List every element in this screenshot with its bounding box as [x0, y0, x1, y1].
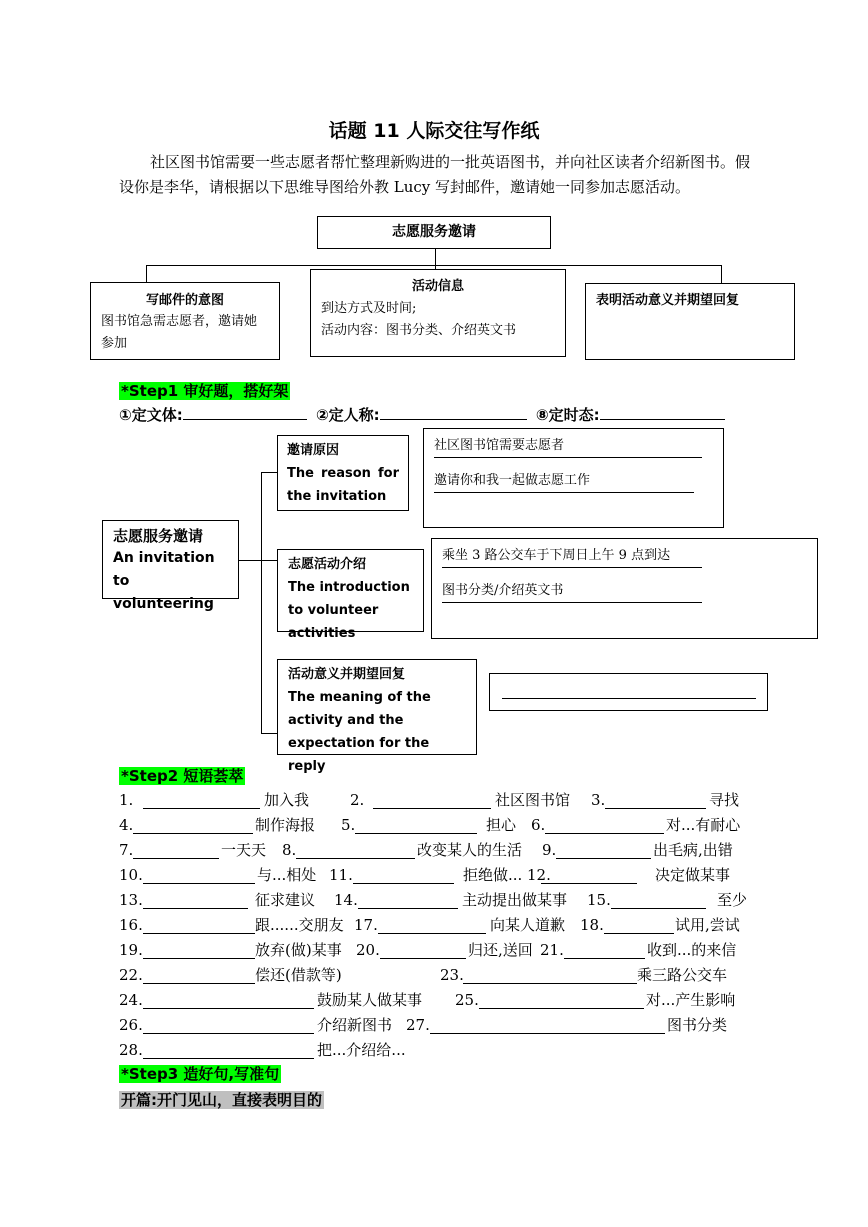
phrase-blank[interactable] [463, 967, 637, 984]
phrase-meaning: 对...产生影响 [646, 991, 736, 1009]
phrase-number: 28. [119, 1041, 143, 1059]
connector [721, 265, 722, 284]
answer-meaning-box [489, 673, 768, 711]
phrase-meaning: 出毛病,出错 [653, 841, 733, 859]
phrase-number: 11. [329, 866, 353, 884]
intro-text: 社区图书馆需要一些志愿者帮忙整理新购进的一批英语图书，并向社区读者介绍新图书。假设你是李华，请根据以下思维导图给外教 Lucy 写封邮件，邀请她一同参加志愿活动。 [119, 153, 751, 196]
step1-fields [119, 404, 725, 425]
field-person-label: ②定人称: [315, 406, 380, 424]
center-cn: 志愿服务邀请 [113, 527, 204, 545]
phrase-meaning: 鼓励某人做某事 [317, 991, 423, 1009]
phrase-blank[interactable] [355, 817, 477, 834]
mindmap-right-box [585, 283, 795, 360]
phrase-number: 27. [406, 1016, 430, 1034]
phrase-blank[interactable] [143, 917, 255, 934]
mindmap-middle-line1: 到达方式及时间; [321, 301, 417, 316]
answer-reason-2: 邀请你和我一起做志愿工作 [434, 470, 694, 493]
phrase-meaning: 乘三路公交车 [637, 966, 728, 984]
answer-intro-box [431, 538, 818, 639]
branch-reason-cn: 邀请原因 [287, 443, 340, 458]
branch-reason-box [277, 435, 409, 511]
mindmap-middle-line2: 活动内容：图书分类、介绍英文书 [321, 323, 517, 338]
phrase-meaning: 跟......交朋友 [255, 916, 344, 934]
phrase-blank[interactable] [430, 1017, 665, 1034]
phrase-number: 26. [119, 1016, 143, 1034]
phrase-blank[interactable] [378, 917, 486, 934]
phrase-number: 10. [119, 866, 143, 884]
phrase-meaning: 至少 [717, 891, 748, 909]
field-genre-label: ①定文体: [119, 406, 183, 424]
phrase-blank[interactable] [143, 892, 248, 909]
center-en: An invitation to volunteering [113, 550, 215, 612]
phrase-blank[interactable] [604, 917, 674, 934]
phrase-number: 25. [455, 991, 479, 1009]
branch-meaning-en: The meaning of the activity and the expectation for the reply [288, 690, 431, 774]
connector [261, 733, 277, 734]
phrase-meaning: 寻找 [709, 791, 740, 809]
phrase-blank[interactable] [133, 817, 253, 834]
phrase-number: 24. [119, 991, 143, 1009]
phrase-blank[interactable] [143, 942, 255, 959]
phrase-meaning: 图书分类 [667, 1016, 728, 1034]
phrase-meaning: 放弃(做)某事 [255, 941, 342, 959]
phrase-meaning: 改变某人的生活 [417, 841, 523, 859]
phrase-number: 17. [354, 916, 378, 934]
phrase-number: 5. [341, 816, 356, 834]
page-title: 话题 11 人际交往写作纸 [328, 120, 540, 142]
phrase-meaning: 对...有耐心 [666, 816, 741, 834]
phrase-meaning: 决定做某事 [655, 866, 731, 884]
mindmap-middle-title: 活动信息 [411, 279, 464, 294]
mindmap-root-label: 志愿服务邀请 [392, 224, 476, 240]
field-genre-blank[interactable] [183, 404, 307, 420]
answer-intro-1: 乘坐 3 路公交车于下周日上午 9 点到达 [442, 545, 702, 568]
phrase-number: 22. [119, 966, 143, 984]
phrase-meaning: 征求建议 [255, 891, 316, 909]
mindmap-right-title: 表明活动意义并期望回复 [596, 293, 740, 308]
phrase-number: 20. [356, 941, 380, 959]
field-person-blank[interactable] [380, 404, 527, 420]
branch-intro-en: The introduction to volunteer activities [288, 580, 410, 641]
phrase-meaning: 一天天 [221, 841, 267, 859]
phrase-blank[interactable] [545, 817, 664, 834]
phrase-number: 9. [542, 841, 557, 859]
mindmap-left-box [90, 282, 280, 360]
phrase-meaning: 主动提出做某事 [462, 891, 568, 909]
phrase-blank[interactable] [143, 792, 260, 809]
phrase-blank[interactable] [143, 1017, 314, 1034]
mindmap-root [317, 216, 551, 249]
step3-heading: *Step3 造好句,写准句 [121, 1065, 280, 1083]
phrase-meaning: 制作海报 [255, 816, 316, 834]
phrase-blank[interactable] [296, 842, 415, 859]
connector [146, 265, 722, 266]
phrase-meaning: 归还,送回 [468, 941, 533, 959]
phrase-blank[interactable] [556, 842, 651, 859]
phrase-number: 13. [119, 891, 143, 909]
phrase-number: 14. [334, 891, 358, 909]
phrase-meaning: 担心 [486, 816, 517, 834]
phrase-number: 8. [282, 841, 297, 859]
task-intro [119, 150, 759, 200]
mindmap-middle-box [310, 269, 566, 357]
mindmap-left-body: 图书馆急需志愿者，邀请她参加 [101, 314, 258, 351]
phrase-blank[interactable] [373, 792, 491, 809]
step3-subheading: 开篇:开门见山，直接表明目的 [121, 1091, 322, 1109]
branch-reason-en: The reason for the invitation [287, 466, 399, 504]
phrase-blank[interactable] [541, 867, 637, 884]
field-tense-label: ⑧定时态: [535, 406, 600, 424]
phrase-number: 23. [440, 966, 464, 984]
phrase-blank[interactable] [479, 992, 644, 1009]
phrase-blank[interactable] [143, 967, 255, 984]
phrase-meaning: 把...介绍给... [317, 1041, 406, 1059]
phrase-meaning: 试用,尝试 [675, 916, 740, 934]
connector [261, 472, 262, 734]
phrase-blank[interactable] [605, 792, 706, 809]
phrase-meaning: 介绍新图书 [317, 1016, 393, 1034]
phrase-blank[interactable] [611, 892, 706, 909]
connector [435, 249, 436, 269]
phrase-number: 7. [119, 841, 134, 859]
phrase-blank[interactable] [133, 842, 219, 859]
connector [261, 472, 277, 473]
phrase-number: 6. [531, 816, 546, 834]
answer-reason-1: 社区图书馆需要志愿者 [434, 435, 702, 458]
branch-meaning-cn: 活动意义并期望回复 [288, 667, 406, 682]
branch-intro-cn: 志愿活动介绍 [288, 557, 367, 572]
field-tense-blank[interactable] [600, 404, 725, 420]
phrase-number: 15. [587, 891, 611, 909]
phrase-blank[interactable] [358, 892, 458, 909]
phrase-number: 12. [527, 866, 551, 884]
answer-intro-2: 图书分类/介绍英文书 [442, 580, 702, 603]
answer-meaning-1[interactable] [502, 674, 756, 699]
phrase-blank[interactable] [143, 867, 255, 884]
connector [146, 265, 147, 282]
phrase-meaning: 社区图书馆 [495, 791, 571, 809]
phrase-meaning: 向某人道歉 [490, 916, 566, 934]
phrase-number: 2. [350, 791, 365, 809]
phrase-blank[interactable] [380, 942, 466, 959]
phrase-meaning: 拒绝做... [463, 866, 523, 884]
phrase-meaning: 收到...的来信 [647, 941, 737, 959]
phrase-number: 1. [119, 791, 134, 809]
step1-heading: *Step1 审好题，搭好架 [121, 382, 289, 400]
phrase-blank[interactable] [564, 942, 645, 959]
phrase-blank[interactable] [143, 992, 314, 1009]
step2-heading: *Step2 短语荟萃 [121, 767, 244, 785]
phrase-meaning: 偿还(借款等) [255, 966, 342, 984]
mindmap-left-title: 写邮件的意图 [145, 293, 224, 308]
answer-reason-box [423, 428, 724, 528]
phrase-number: 19. [119, 941, 143, 959]
phrase-blank[interactable] [143, 1042, 314, 1059]
phrase-meaning: 加入我 [264, 791, 310, 809]
phrase-number: 18. [580, 916, 604, 934]
phrase-number: 16. [119, 916, 143, 934]
phrase-number: 21. [540, 941, 564, 959]
step1-center-box [102, 520, 239, 612]
branch-meaning-box [277, 659, 477, 774]
phrase-number: 3. [591, 791, 606, 809]
phrase-meaning: 与...相处 [257, 866, 317, 884]
phrase-number: 4. [119, 816, 134, 834]
branch-intro-box [277, 549, 424, 641]
phrase-blank[interactable] [353, 867, 454, 884]
